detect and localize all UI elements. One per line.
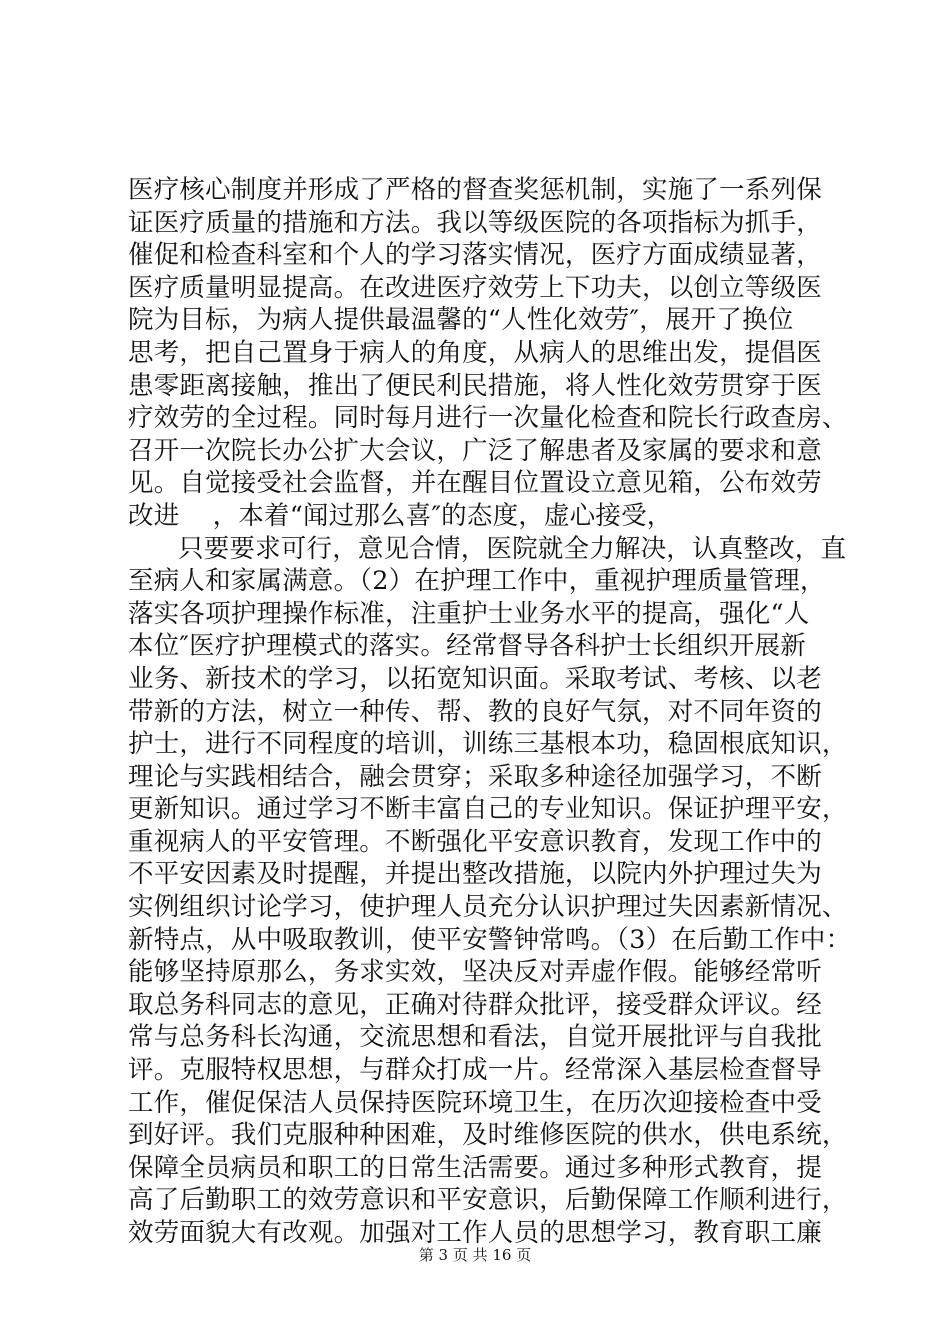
text-line: 能够坚持原那么，务求实效，坚决反对弄虚作假。能够经常听: [128, 957, 822, 988]
text-line: 医疗质量明显提高。在改进医疗效劳上下功夫，以创立等级医: [128, 272, 822, 303]
text-line: 实例组织讨论学习，使护理人员充分认识护理过失因素新情况、: [128, 892, 848, 923]
text-line: 更新知识。通过学习不断丰富自己的专业知识。保证护理平安，: [128, 794, 848, 825]
text-line: 证医疗质量的措施和方法。我以等级医院的各项指标为抓手，: [128, 207, 822, 238]
text-line: 新特点，从中吸取教训，使平安警钟常鸣。（3）在后勤工作中：: [128, 924, 852, 955]
text-line: 取总务科同志的意见，正确对待群众批评，接受群众评议。经: [128, 989, 822, 1020]
text-line: 见。自觉接受社会监督，并在醒目位置设立意见箱，公布效劳: [128, 468, 822, 499]
text-line: 到好评。我们克服种种困难，及时维修医院的供水，供电系统，: [128, 1120, 848, 1151]
text-line: 患零距离接触，推出了便民利民措施，将人性化效劳贯穿于医: [128, 370, 822, 401]
text-line: 常与总务科长沟通，交流思想和看法，自觉开展批评与自我批: [128, 1022, 822, 1053]
text-line: 思考，把自己置身于病人的角度，从病人的思维出发，提倡医: [128, 337, 822, 368]
text-line: 院为目标，为病人提供最温馨的“人性化效劳″，展开了换位: [128, 305, 794, 336]
page-footer: 第 3 页 共 16 页: [418, 1246, 532, 1264]
text-line: 改进 ，本着“闻过那么喜″的态度，虚心接受，: [128, 500, 673, 531]
text-line: 业务、新技术的学习，以拓宽知识面。采取考试、考核、以老: [128, 663, 822, 694]
text-line: 工作，催促保洁人员保持医院环境卫生，在历次迎接检查中受: [128, 1087, 822, 1118]
text-line: 召开一次院长办公扩大会议，广泛了解患者及家属的要求和意: [128, 435, 822, 466]
text-line: 高了后勤职工的效劳意识和平安意识，后勤保障工作顺利进行，: [128, 1185, 848, 1216]
text-line: 医疗核心制度并形成了严格的督查奖惩机制，实施了一系列保: [128, 175, 822, 205]
text-line: 重视病人的平安管理。不断强化平安意识教育，发现工作中的: [128, 826, 822, 857]
text-line: 不平安因素及时提醒，并提出整改措施，以院内外护理过失为: [128, 859, 822, 890]
text-line: 效劳面貌大有改观。加强对工作人员的思想学习，教育职工廉: [128, 1218, 822, 1248]
body-text: [128, 174, 852, 1250]
text-line: 落实各项护理操作标准，注重护士业务水平的提高，强化“人: [128, 598, 810, 629]
text-line: 带新的方法，树立一种传、帮、教的良好气氛，对不同年资的: [128, 696, 822, 727]
text-line: 评。克服特权思想，与群众打成一片。经常深入基层检查督导: [128, 1055, 822, 1086]
text-line: 至病人和家属满意。（2）在护理工作中，重视护理质量管理，: [128, 566, 826, 597]
text-line: 本位″医疗护理模式的落实。经常督导各科护士长组织开展新: [128, 631, 806, 662]
text-line: 催促和检查科室和个人的学习落实情况，医疗方面成绩显著，: [128, 240, 822, 271]
text-line: 疗效劳的全过程。同时每月进行一次量化检查和院长行政查房、: [128, 403, 848, 434]
text-line: 护士，进行不同程度的培训，训练三基根本功，稳固根底知识，: [128, 729, 848, 760]
text-line: 理论与实践相结合，融会贯穿；采取多种途径加强学习，不断: [128, 761, 822, 792]
paragraph-start-line: 只要要求可行，意见合情，医院就全力解决，认真整改，直: [178, 533, 847, 564]
text-line: 保障全员病员和职工的日常生活需要。通过多种形式教育，提: [128, 1152, 822, 1183]
